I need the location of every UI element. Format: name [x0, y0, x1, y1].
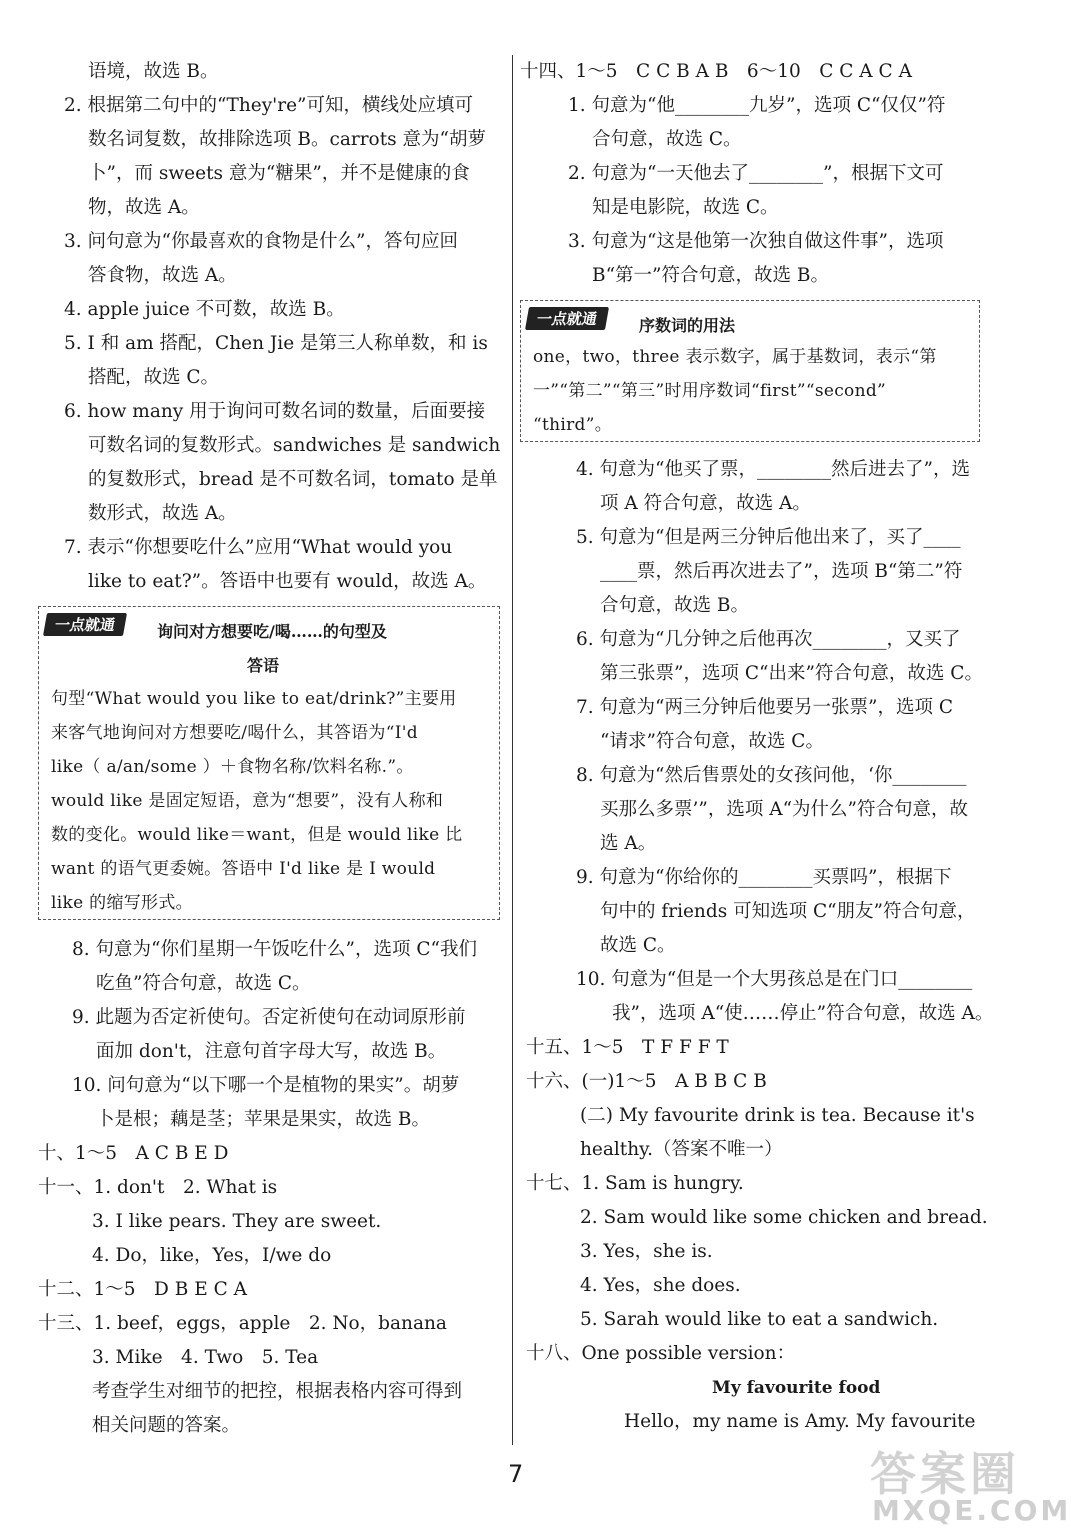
text-line: 答食物，故选 A。: [88, 265, 237, 286]
text-line: 卜”，而 sweets 意为“糖果”，并不是健康的食: [88, 163, 470, 184]
text-line: 十二、1～5 D B E C A: [38, 1279, 248, 1300]
tip-title: 答语: [247, 656, 280, 675]
tip-line: 来客气地询问对方想要吃/喝什么，其答语为“I'd: [51, 723, 418, 743]
text-line: 5. 句意为“但是两三分钟后他出来了，买了____: [576, 527, 961, 548]
text-line: like to eat?”。答语中也要有 would，故选 A。: [88, 571, 487, 592]
text-line: 6. how many 用于询问可数名词的数量，后面要接: [64, 401, 486, 422]
tip-box: [38, 606, 500, 920]
text-line: 1. 句意为“他________九岁”，选项 C“仅仅”符: [568, 95, 946, 116]
tip-line: “third”。: [533, 415, 613, 435]
tip-title: 序数词的用法: [639, 316, 736, 335]
text-line: 数名词复数，故排除选项 B。carrots 意为“胡萝: [88, 129, 486, 150]
tip-line: want 的语气更委婉。答语中 I'd like 是 I would: [51, 859, 436, 879]
tip-title: 询问对方想要吃/喝……的句型及: [157, 622, 387, 641]
text-line: 十三、1. beef，eggs，apple 2. No，banana: [38, 1313, 447, 1334]
tip-line: 句型“What would you like to eat/drink?”主要用: [51, 689, 457, 709]
text-line: (二) My favourite drink is tea. Because it's: [580, 1105, 975, 1126]
text-line: 4. Do，like，Yes，I/we do: [92, 1245, 332, 1266]
text-line: 我”，选项 A“使……停止”符合句意，故选 A。: [612, 1003, 994, 1024]
text-line: healthy.（答案不唯一）: [580, 1139, 783, 1160]
text-line: Hello，my name is Amy. My favourite: [624, 1411, 976, 1432]
text-line: 2. 根据第二句中的“They're”可知，横线处应填可: [64, 95, 473, 116]
text-line: 9. 句意为“你给你的________买票吗”，根据下: [576, 867, 952, 888]
page-number: 7: [508, 1460, 524, 1488]
text-line: 十七、1. Sam is hungry.: [526, 1173, 744, 1194]
text-line: ____票，然后再次进去了”，选项 B“第二”符: [600, 561, 963, 582]
text-line: 3. Mike 4. Two 5. Tea: [92, 1347, 319, 1368]
text-line: 物，故选 A。: [88, 197, 200, 218]
tip-tag: 一点就通: [525, 307, 609, 330]
text-line: 5. I 和 am 搭配，Chen Jie 是第三人称单数，和 is: [64, 333, 488, 354]
text-line: 10. 句意为“但是一个大男孩总是在门口________: [576, 969, 973, 990]
text-line: 面加 don't，注意句首字母大写，故选 B。: [96, 1041, 447, 1062]
text-line: 数形式，故选 A。: [88, 503, 237, 524]
text-line: 2. Sam would like some chicken and bread.: [580, 1207, 988, 1228]
text-line: 7. 句意为“两三分钟后他要另一张票”，选项 C: [576, 697, 953, 718]
text-line: 搭配，故选 C。: [88, 367, 220, 388]
text-line: 4. 句意为“他买了票，________然后进去了”，选: [576, 459, 970, 480]
watermark-text: 答案圈: [870, 1447, 1020, 1501]
essay-title: My favourite food: [712, 1378, 881, 1398]
text-line: 知是电影院，故选 C。: [592, 197, 779, 218]
text-line: 可数名词的复数形式。sandwiches 是 sandwich: [88, 435, 501, 456]
text-line: 9. 此题为否定祈使句。否定祈使句在动词原形前: [72, 1007, 466, 1028]
text-line: 十六、(一)1～5 A B B C B: [526, 1071, 767, 1092]
text-line: B“第一”符合句意，故选 B。: [592, 265, 829, 286]
column-divider: [512, 55, 513, 1445]
text-line: 5. Sarah would like to eat a sandwich.: [580, 1309, 939, 1330]
watermark-logo: [870, 1438, 1071, 1528]
tip-line: 一”“第二”“第三”时用序数词“first”“second”: [533, 381, 887, 401]
text-line: 项 A 符合句意，故选 A。: [600, 493, 811, 514]
watermark-url: MXQE.COM: [872, 1494, 1071, 1527]
text-line: 6. 句意为“几分钟之后他再次________，又买了: [576, 629, 961, 650]
text-line: 10. 问句意为“以下哪一个是植物的果实”。胡萝: [72, 1075, 460, 1096]
text-line: 3. I like pears. They are sweet.: [92, 1211, 382, 1232]
tip-line: like 的缩写形式。: [51, 893, 193, 913]
text-line: 句中的 friends 可知选项 C“朋友”符合句意，: [600, 901, 976, 922]
text-line: 3. Yes，she is.: [580, 1241, 713, 1262]
text-line: 3. 句意为“这是他第一次独自做这件事”，选项: [568, 231, 944, 252]
text-line: 选 A。: [600, 833, 657, 854]
text-line: 4. Yes，she does.: [580, 1275, 741, 1296]
text-line: 相关问题的答案。: [92, 1415, 241, 1436]
text-line: 故选 C。: [600, 935, 676, 956]
tip-tag: 一点就通: [43, 613, 127, 636]
text-line: 3. 问句意为“你最喜欢的食物是什么”，答句应回: [64, 231, 458, 252]
tip-line: like（ a/an/some ）＋食物名称/饮料名称.”。: [51, 757, 414, 777]
text-line: 买那么多票’”，选项 A“为什么”符合句意，故: [600, 799, 968, 820]
text-line: 8. 句意为“你们星期一午饭吃什么”，选项 C“我们: [72, 939, 477, 960]
text-line: 十四、1～5 C C B A B 6～10 C C A C A: [520, 61, 912, 82]
text-line: 十、1～5 A C B E D: [38, 1143, 229, 1164]
text-line: 7. 表示“你想要吃什么”应用“What would you: [64, 537, 453, 558]
text-line: 8. 句意为“然后售票处的女孩问他，‘你________: [576, 765, 967, 786]
tip-line: would like 是固定短语，意为“想要”，没有人称和: [51, 791, 444, 811]
tip-line: one，two，three 表示数字，属于基数词，表示“第: [533, 347, 937, 367]
text-line: 吃鱼”符合句意，故选 C。: [96, 973, 311, 994]
text-line: 的复数形式，bread 是不可数名词，tomato 是单: [88, 469, 498, 490]
text-line: 十五、1～5 T F F F T: [526, 1037, 729, 1058]
text-line: 合句意，故选 C。: [592, 129, 742, 150]
text-line: 2. 句意为“一天他去了________”，根据下文可: [568, 163, 944, 184]
text-line: 4. apple juice 不可数，故选 B。: [64, 299, 345, 320]
text-line: 考查学生对细节的把控，根据表格内容可得到: [92, 1381, 463, 1402]
text-line: 语境，故选 B。: [88, 61, 219, 82]
text-line: 第三张票”，选项 C“出来”符合句意，故选 C。: [600, 663, 983, 684]
tip-line: 数的变化。would like＝want，但是 would like 比: [51, 825, 463, 845]
text-line: 十八、One possible version：: [526, 1343, 796, 1364]
text-line: 十一、1. don't 2. What is: [38, 1177, 278, 1198]
tip-box: [520, 300, 980, 442]
text-line: 卜是根；藕是茎；苹果是果实，故选 B。: [96, 1109, 430, 1130]
text-line: 合句意，故选 B。: [600, 595, 749, 616]
text-line: “请求”符合句意，故选 C。: [600, 731, 824, 752]
